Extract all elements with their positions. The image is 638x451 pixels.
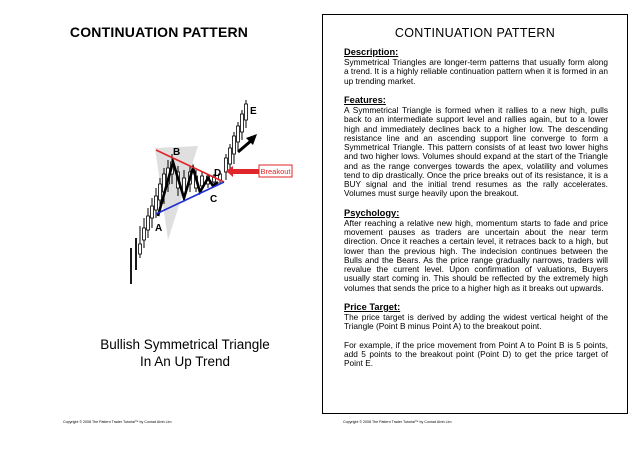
right-page [319, 0, 638, 451]
features-text: A Symmetrical Triangle is formed when it rallies to a new high, pulls back to an intermediate support level and rallies again, but to a lower high and immediately declines back to a higher low. The descending resistance line and an ascending support line converge to form a Symmetrical Triangle. This pattern consists of at least two lower highs and two higher lows. Volumes should expand at the start of the Triangle and as the range converges towards the apex, volatility and volumes tend to dip drastically. Once the price breaks out of its resistance, it is a BUY signal and the initial trend resumes as the rally accelerates. Volumes must surge heavily upon the breakout. [344, 105, 608, 199]
point-label-b: B [173, 147, 181, 158]
panel-content [344, 47, 608, 369]
candle-body [237, 126, 240, 142]
left-page-title: CONTINUATION PATTERN [69, 24, 249, 40]
candle-body [139, 244, 142, 254]
candle-body [233, 136, 236, 154]
candle-body [159, 184, 162, 200]
caption-line-1: Bullish Symmetrical Triangle [100, 337, 270, 352]
psychology-heading: Psychology: [344, 207, 400, 218]
point-label-d: D [214, 168, 222, 179]
psychology-text: After reaching a relative new high, momentum starts to fade and price movement pauses as traders are uncertain about the near term direction. Once it reaches a certain level, it retraces back to a high, but lower than the previous high. The indecision continues between the Bulls and the Bears. As the price range gradually narrows, traders will revalue the current level. Upon confirmation of valuations, Buyers usually start coming in. This should be reflected by the extremely high volumes that sends the price to a higher high as it breaks out upwards. [344, 217, 608, 293]
left-page [0, 0, 318, 451]
candle-body [151, 206, 154, 218]
candle-body [147, 216, 150, 230]
candle-body [155, 196, 158, 210]
candle-body [225, 158, 228, 172]
breakout-arrow [226, 166, 259, 177]
breakout-label: Breakout [260, 167, 291, 176]
point-label-e: E [250, 106, 257, 117]
right-copyright: Copyright © 2008 The Pattern Trader Tutorial™ by Conrad Alvin Lim [343, 420, 452, 424]
point-label-c: C [210, 194, 218, 205]
description-text: Symmetrical Triangles are longer-term patterns that usually form along a trend. It is a highly reliable continuation pattern when it is formed in an up trending market. [344, 57, 608, 86]
candle-body [229, 148, 232, 164]
price-target-text-2: For example, if the price movement from Point A to Point B is 5 points, add 5 points to the breakout point (Point D) to get the price target of Point E. [344, 339, 608, 369]
symmetrical-triangle-chart [100, 88, 300, 298]
right-page-title: CONTINUATION PATTERN [394, 26, 556, 40]
candle-body [241, 114, 244, 132]
price-candles [131, 100, 248, 284]
chart-caption [40, 336, 330, 370]
description-heading: Description: [344, 47, 399, 57]
features-heading: Features: [344, 95, 386, 105]
left-copyright: Copyright © 2008 The Pattern Trader Tutorial™ by Conrad Alvin Lim [63, 420, 172, 424]
price-target-text-1: The price target is derived by adding the widest vertical height of the Triangle (Point B minus Point A) to the breakout point. [344, 312, 608, 332]
candle-body [143, 228, 146, 240]
candle-body [245, 104, 248, 120]
point-label-a: A [155, 223, 163, 234]
price-target-heading: Price Target: [344, 302, 401, 312]
description-panel [322, 14, 628, 414]
caption-line-2: In An Up Trend [139, 354, 231, 369]
